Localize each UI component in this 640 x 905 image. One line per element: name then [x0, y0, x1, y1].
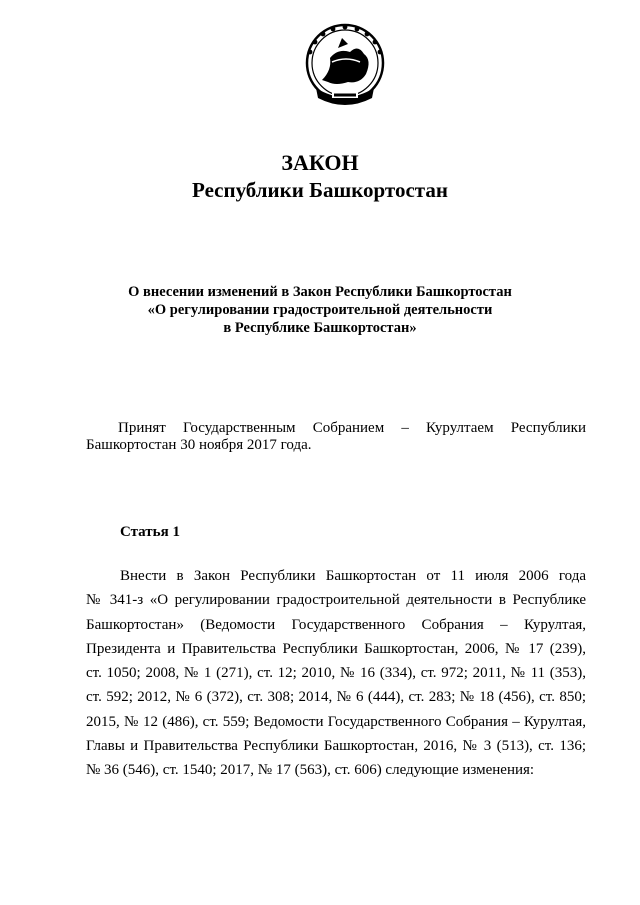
article-heading: Статья 1 [120, 524, 180, 540]
adoption-line-2: Башкортостан 30 ноября 2017 года. [86, 437, 312, 453]
subject-line-1: О внесении изменений в Закон Республики Башкортостан [128, 284, 512, 300]
paragraph-line: Внести в Закон Республики Башкортостан от 11 июля 2006 года [120, 568, 586, 584]
article-paragraph [86, 564, 586, 783]
paragraph-line: Президента и Правительства Республики Башкортостан, 2006, № 17 (239), [86, 640, 586, 657]
adoption-line-1: Принят Государственным Собранием – Курултаем Республики [118, 420, 586, 436]
subject-line-3: в Республике Башкортостан» [223, 320, 417, 336]
adoption-statement [86, 420, 586, 454]
paragraph-line: 2015, № 12 (486), ст. 559; Ведомости Государственного Собрания – Курултая, [86, 713, 586, 730]
paragraph-line: ст. 592; 2012, № 6 (372), ст. 308; 2014, № 6 (444), ст. 283; № 18 (456), ст. 850; [86, 689, 586, 706]
paragraph-line: № 341-з «О регулировании градостроительной деятельности в Республике [86, 592, 586, 609]
paragraph-line: ст. 1050; 2008, № 1 (271), ст. 12; 2010, № 16 (334), ст. 972; 2011, № 11 (353), [86, 665, 586, 682]
coat-of-arms-emblem [302, 18, 388, 114]
paragraph-line: Главы и Правительства Республики Башкортостан, 2016, № 3 (513), ст. 136; [86, 738, 586, 755]
paragraph-line: № 36 (546), ст. 1540; 2017, № 17 (563), ст. 606) следующие изменения: [86, 762, 535, 779]
issuer-title: Республики Башкортостан [192, 178, 448, 202]
subject-line-2: «О регулировании градостроительной деятельности [147, 302, 493, 318]
paragraph-line: Башкортостан» (Ведомости Государственного Собрания – Курултая, [86, 616, 586, 633]
document-type-title: ЗАКОН [281, 150, 359, 175]
